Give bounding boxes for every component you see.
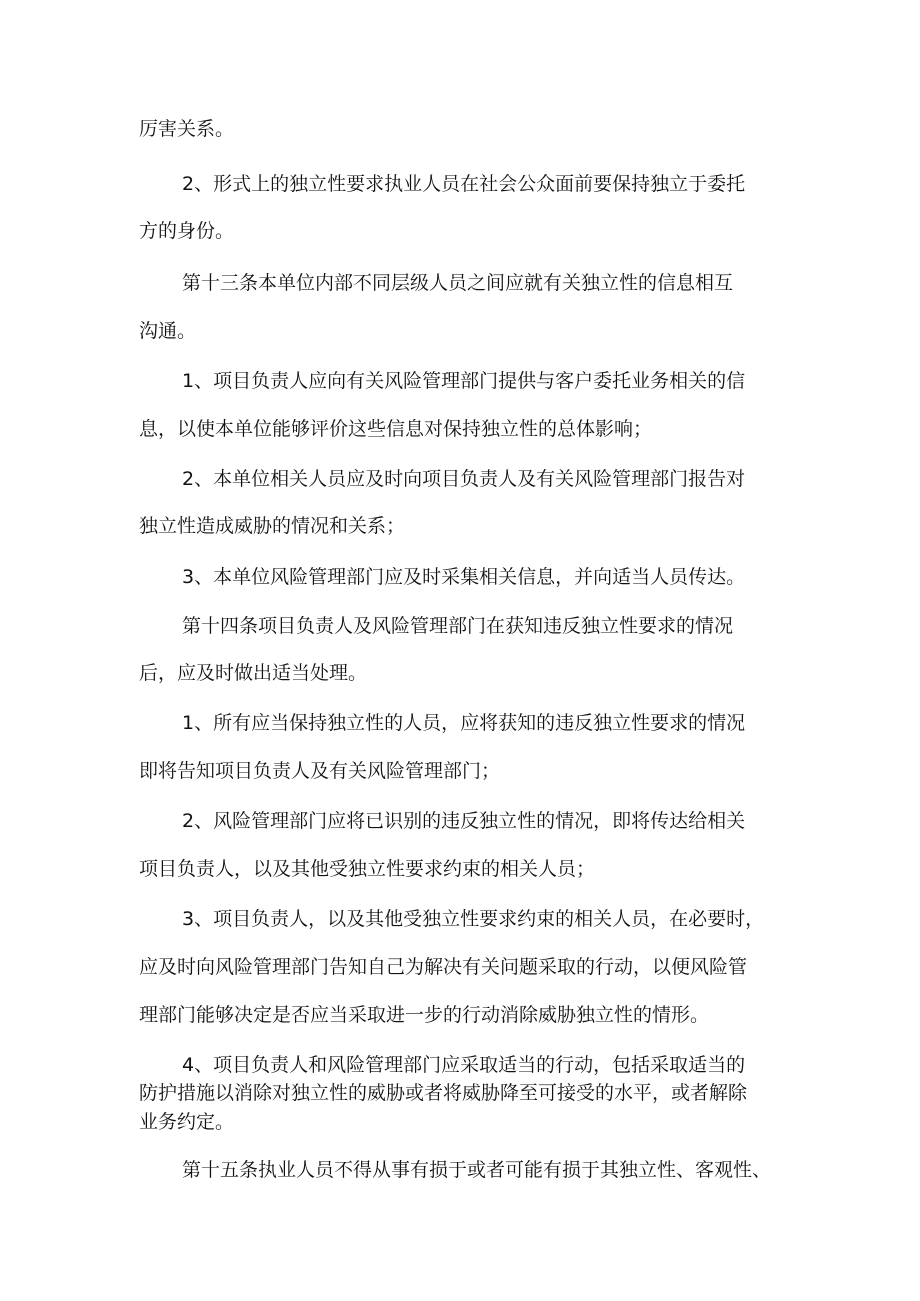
paragraph-line: 第十四条项目负责人及风险管理部门在获知违反独立性要求的情况	[182, 615, 734, 637]
paragraph-line: 方的身份。	[139, 220, 235, 242]
paragraph-line: 后，应及时做出适当处理。	[139, 662, 368, 684]
paragraph-line: 项目负责人，以及其他受独立性要求约束的相关人员；	[139, 858, 596, 880]
paragraph-line: 1、所有应当保持独立性的人员，应将获知的违反独立性要求的情况	[182, 712, 746, 734]
paragraph-line: 理部门能够决定是否应当采取进一步的行动消除威胁独立性的情形。	[139, 1004, 710, 1026]
paragraph-line: 2、本单位相关人员应及时向项目负责人及有关风险管理部门报告对	[182, 468, 746, 490]
paragraph-line: 沟通。	[139, 320, 197, 342]
paragraph-line: 防护措施以消除对独立性的威胁或者将威胁降至可接受的水平，或者解除	[139, 1082, 748, 1104]
paragraph-line: 第十五条执业人员不得从事有损于或者可能有损于其独立性、客观性、	[182, 1159, 772, 1181]
paragraph-line: 1、项目负责人应向有关风险管理部门提供与客户委托业务相关的信	[182, 370, 746, 392]
paragraph-line: 2、形式上的独立性要求执业人员在社会公众面前要保持独立于委托	[182, 173, 746, 195]
paragraph-line: 息，以使本单位能够评价这些信息对保持独立性的总体影响；	[139, 418, 653, 440]
paragraph-line: 第十三条本单位内部不同层级人员之间应就有关独立性的信息相互	[182, 272, 734, 294]
paragraph-line: 厉害关系。	[139, 118, 235, 140]
paragraph-line: 3、项目负责人，以及其他受独立性要求约束的相关人员，在必要时，	[182, 908, 765, 930]
paragraph-line: 独立性造成威胁的情况和关系；	[139, 515, 406, 537]
paragraph-line: 3、本单位风险管理部门应及时采集相关信息，并向适当人员传达。	[182, 566, 746, 588]
paragraph-line: 4、项目负责人和风险管理部门应采取适当的行动，包括采取适当的	[182, 1054, 746, 1076]
paragraph-line: 业务约定。	[139, 1111, 235, 1133]
paragraph-line: 即将告知项目负责人及有关风险管理部门；	[139, 760, 501, 782]
paragraph-line: 2、风险管理部门应将已识别的违反独立性的情况，即将传达给相关	[182, 810, 746, 832]
paragraph-line: 应及时向风险管理部门告知自己为解决有关问题采取的行动，以便风险管	[139, 956, 748, 978]
